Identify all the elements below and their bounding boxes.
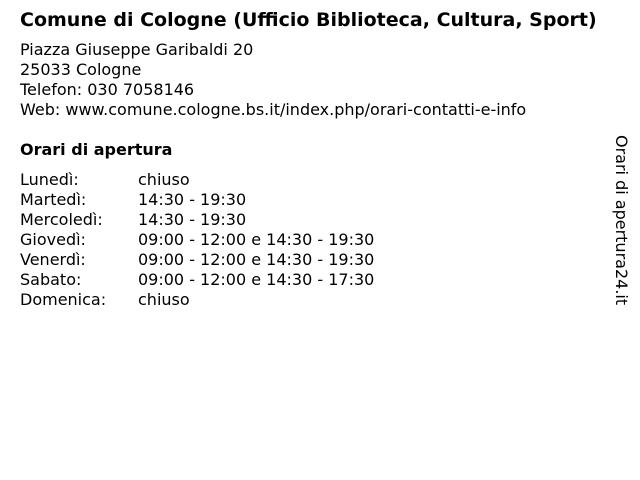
street-address: Piazza Giuseppe Garibaldi 20 <box>20 40 254 59</box>
opening-hours-table <box>20 170 600 310</box>
time-value: 14:30 - 19:30 <box>138 210 247 229</box>
hours-row-saturday <box>20 270 600 290</box>
city-address: 25033 Cologne <box>20 60 142 79</box>
hours-row-wednesday <box>20 210 600 230</box>
time-value: 09:00 - 12:00 e 14:30 - 19:30 <box>138 230 375 249</box>
business-card <box>20 10 600 310</box>
day-label: Sabato: <box>20 270 82 289</box>
time-value: chiuso <box>138 290 190 309</box>
address-block <box>20 40 600 120</box>
phone-number: Telefon: 030 7058146 <box>20 80 195 99</box>
day-label: Lunedì: <box>20 170 79 189</box>
day-label: Domenica: <box>20 290 107 309</box>
day-label: Giovedì: <box>20 230 86 249</box>
side-brand-watermark: Orari di apertura24.it <box>612 135 631 306</box>
hours-row-sunday <box>20 290 600 310</box>
hours-row-friday <box>20 250 600 270</box>
hours-row-thursday <box>20 230 600 250</box>
hours-row-monday <box>20 170 600 190</box>
day-label: Mercoledì: <box>20 210 103 229</box>
hours-row-tuesday <box>20 190 600 210</box>
business-title: Comune di Cologne (Ufficio Biblioteca, Cultura, Sport) <box>20 9 597 31</box>
time-value: 09:00 - 12:00 e 14:30 - 17:30 <box>138 270 375 289</box>
day-label: Martedì: <box>20 190 87 209</box>
website-link[interactable]: Web: www.comune.cologne.bs.it/index.php/orari-contatti-e-info <box>20 100 527 119</box>
time-value: chiuso <box>138 170 190 189</box>
time-value: 14:30 - 19:30 <box>138 190 247 209</box>
time-value: 09:00 - 12:00 e 14:30 - 19:30 <box>138 250 375 269</box>
day-label: Venerdì: <box>20 250 86 269</box>
opening-hours-title: Orari di apertura <box>20 140 173 159</box>
